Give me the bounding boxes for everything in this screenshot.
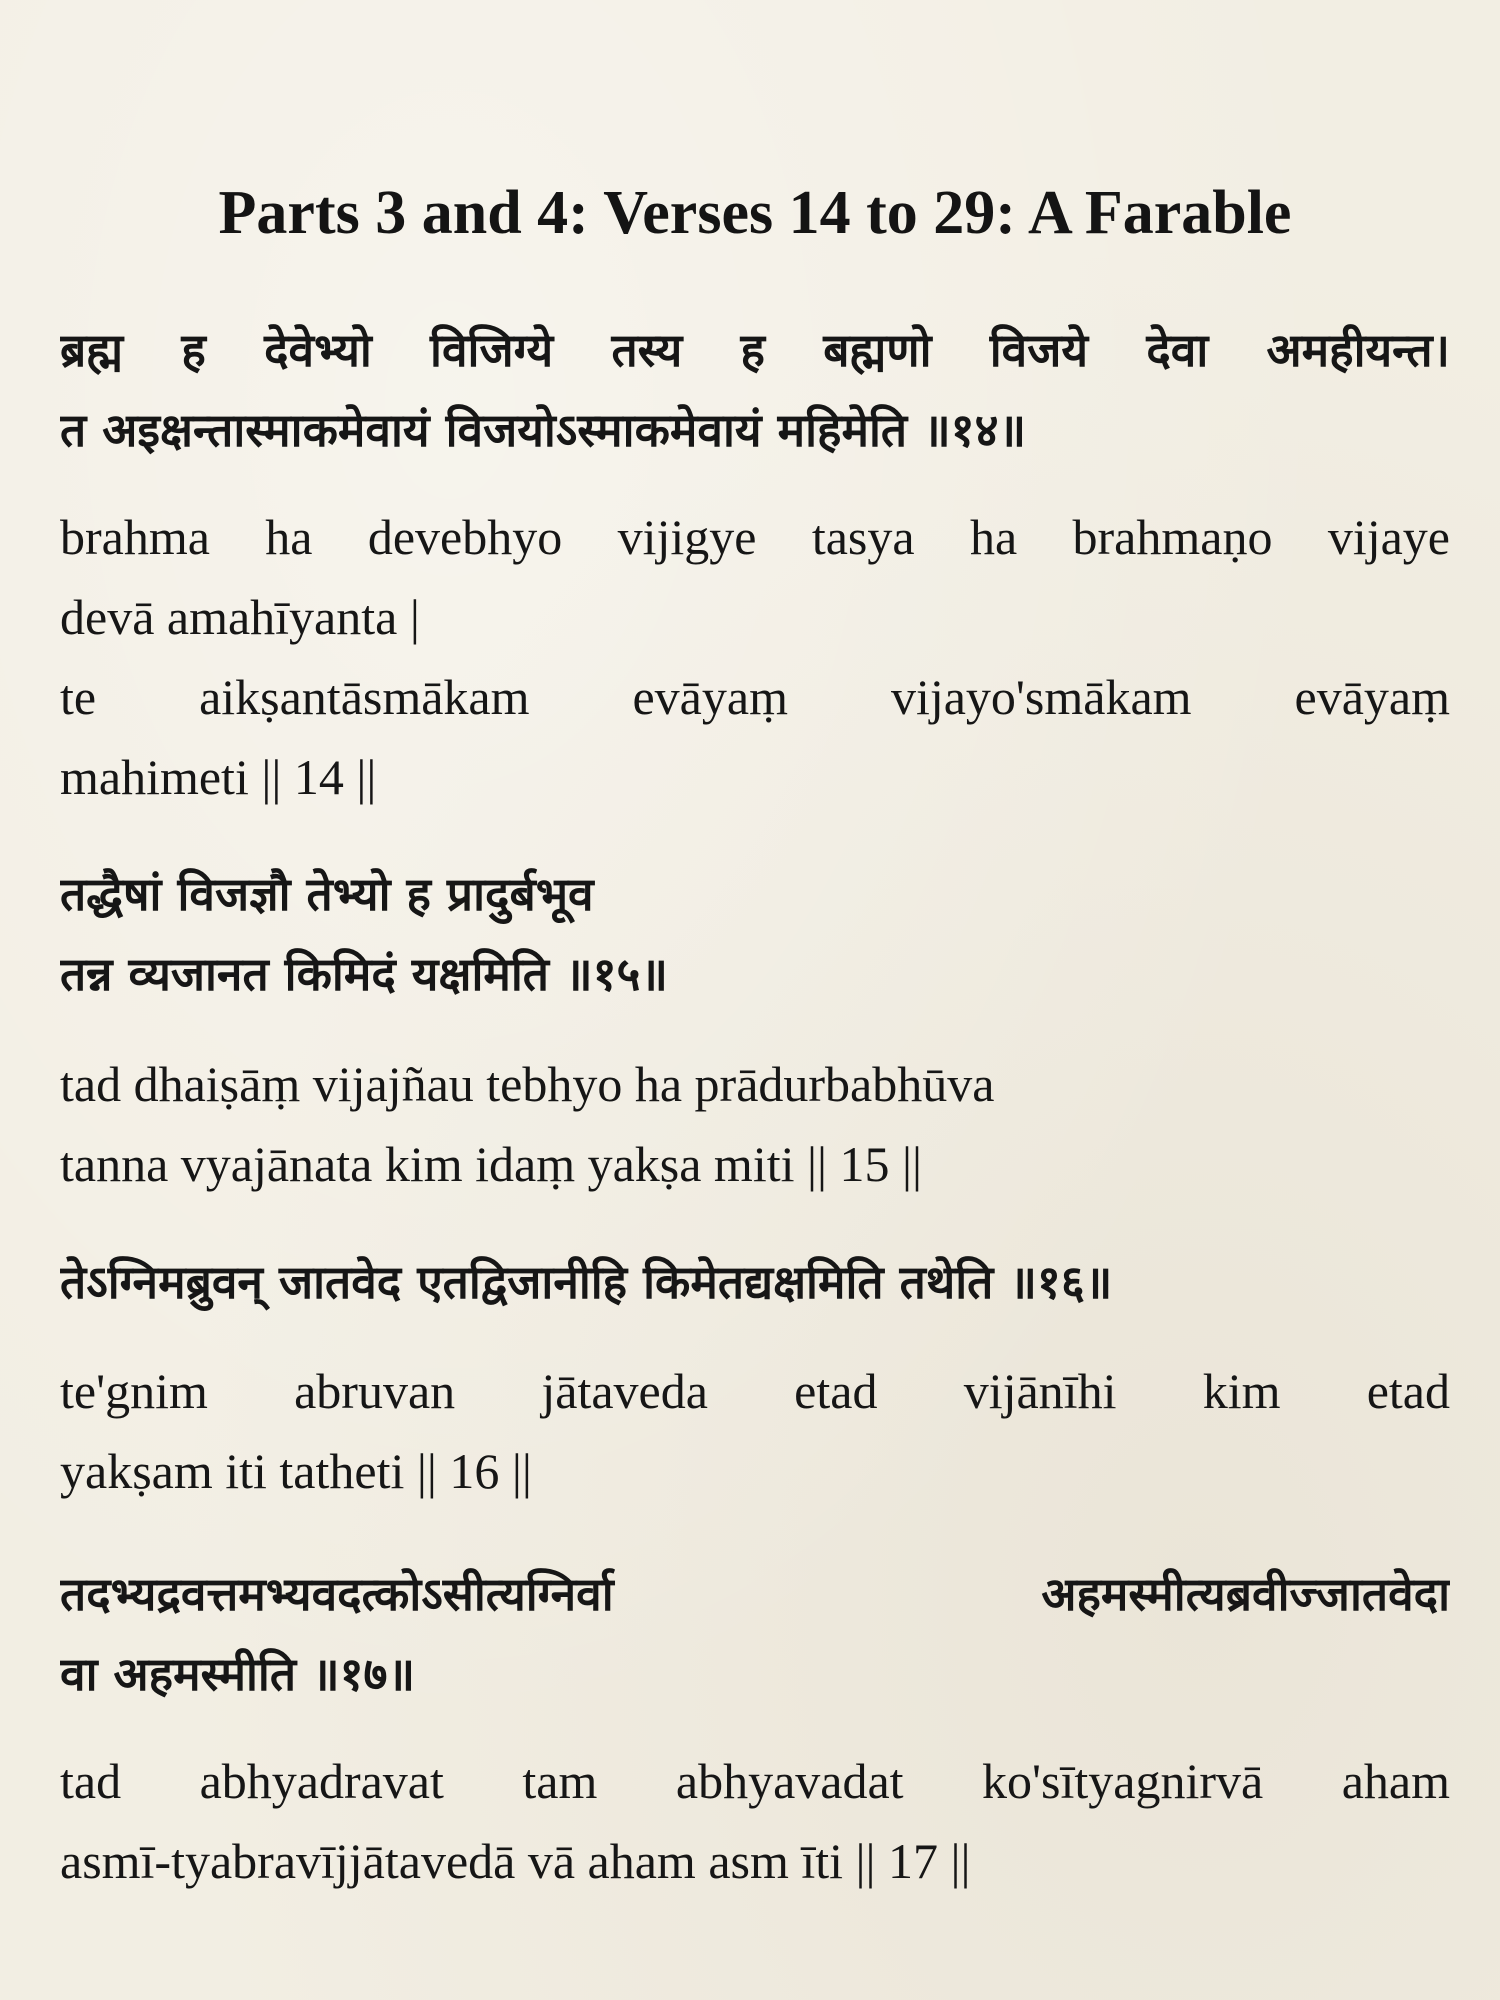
- verse-15-sanskrit-line-2: तन्न व्यजानत किमिदं यक्षमिति ॥१५॥: [60, 947, 668, 1001]
- verse-17-transliteration-line-1: tad abhyadravat tam abhyavadat ko'sītyagnirvā aham: [60, 1753, 1450, 1809]
- verse-16-transliteration-line-2: yakṣam iti tatheti || 16 ||: [60, 1443, 532, 1499]
- verse-14-transliteration-line-1: brahma ha devebhyo vijigye tasya ha brahmaṇo vijaye: [60, 509, 1450, 565]
- verse-15-sanskrit-line-1: तद्धैषां विजज्ञौ तेभ्यो ह प्रादुर्बभूव: [60, 867, 594, 921]
- verse-14-sanskrit-line-2: त अइक्षन्तास्माकमेवायं विजयोऽस्माकमेवायं महिमेति ॥१४॥: [60, 403, 1027, 457]
- verse-14-transliteration-line-4: mahimeti || 14 ||: [60, 749, 377, 805]
- verse-15-transliteration-line-1: tad dhaiṣāṃ vijajñau tebhyo ha prādurbabhūva: [60, 1056, 995, 1112]
- verse-14-transliteration-line-3: te aikṣantāsmākam evāyaṃ vijayo'smākam evāyaṃ: [60, 669, 1450, 725]
- verse-16-transliteration-line-1: te'gnim abruvan jātaveda etad vijānīhi kim etad: [60, 1363, 1450, 1419]
- verse-15-transliteration-line-2: tanna vyajānata kim idaṃ yakṣa miti || 15 ||: [60, 1136, 923, 1192]
- verse-14-transliteration-line-2: devā amahīyanta |: [60, 589, 420, 645]
- verse-14-sanskrit-line-1: ब्रह्म ह देवेभ्यो विजिग्ये तस्य ह बह्मणो विजये देवा अमहीयन्त।: [60, 323, 1450, 377]
- verse-16-sanskrit-line-1: तेऽग्निमब्रुवन् जातवेद एतद्विजानीहि किमेतद्यक्षमिति तथेति ॥१६॥: [60, 1255, 1113, 1309]
- verse-17-sanskrit-line-2: वा अहमस्मीति ॥१७॥: [60, 1647, 415, 1701]
- verse-17-transliteration-line-2: asmī-tyabravījjātavedā vā aham asm īti || 17 ||: [60, 1833, 971, 1889]
- verse-17-sanskrit-line-1: तदभ्यद्रवत्तमभ्यवदत्कोऽसीत्यग्निर्वा अहमस्मीत्यब्रवीज्जातवेदा: [60, 1567, 1450, 1621]
- page-title: Parts 3 and 4: Verses 14 to 29: A Farable: [218, 179, 1292, 247]
